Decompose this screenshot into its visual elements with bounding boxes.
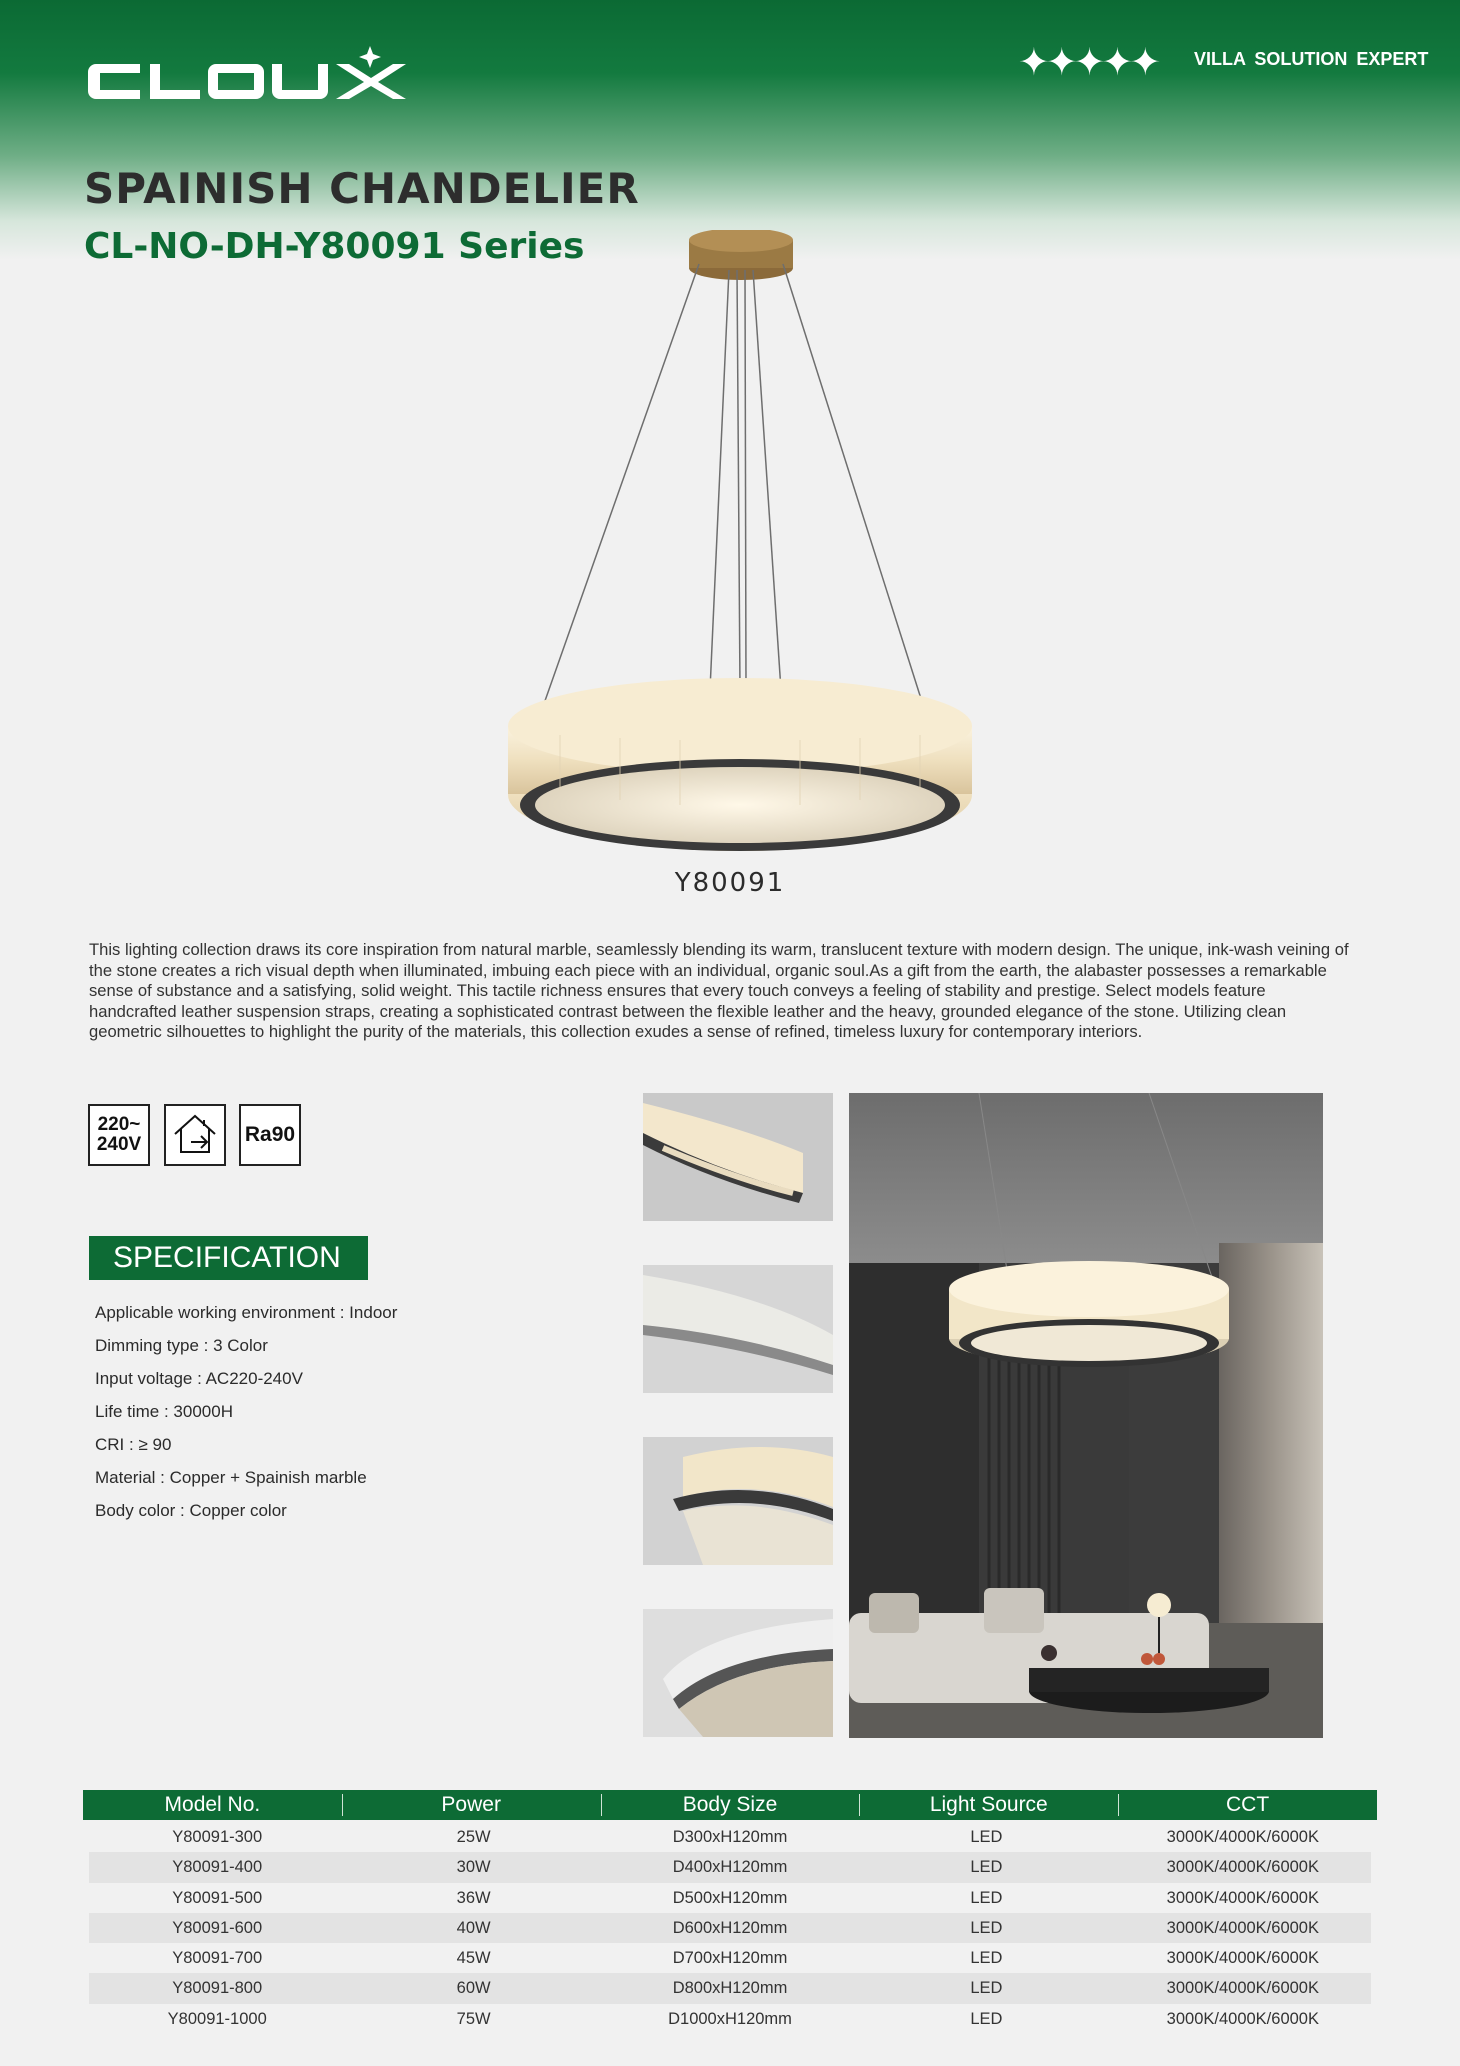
cell-power: 40W [456,1918,491,1937]
cell-cct: 3000K/4000K/6000K [1166,1949,1319,1968]
specification-heading: SPECIFICATION [89,1236,368,1280]
table-row [89,2004,1371,2034]
model-caption: Y80091 [674,868,786,898]
cell-power: 45W [456,1949,491,1968]
cell-power: 36W [456,1888,491,1907]
cell-source: LED [970,1828,1003,1846]
cell-power: 60W [456,1979,491,1998]
room-scene-image [849,1093,1323,1738]
cell-model: Y80091-500 [172,1888,263,1907]
cell-size: D300xH120mm [672,1828,788,1846]
tagline: VILLA SOLUTION EXPERT [1194,49,1429,69]
cell-source: LED [970,1858,1003,1877]
spec-voltage: Input voltage : AC220-240V [95,1369,303,1388]
table-row [89,1822,1371,1852]
cell-power: 30W [456,1858,491,1877]
spec-material: Material : Copper + Spainish marble [95,1468,367,1487]
table-row [89,1913,1371,1943]
spec-environment: Applicable working environment : Indoor [95,1303,398,1322]
cell-source: LED [970,1979,1003,1998]
cell-power: 75W [456,2009,491,2028]
indoor-house-icon [171,1112,219,1158]
product-title: SPAINISH CHANDELIER [84,164,640,213]
specification-list [95,1302,397,1533]
table-row [89,1973,1371,2003]
cell-model: Y80091-1000 [167,2009,267,2028]
cell-model: Y80091-700 [172,1949,263,1968]
cell-model: Y80091-300 [172,1828,263,1846]
header-band [0,0,1460,260]
cell-cct: 3000K/4000K/6000K [1166,2009,1319,2028]
cell-size: D500xH120mm [672,1888,788,1907]
cell-model: Y80091-400 [172,1858,263,1877]
header-model-no: Model No. [164,1793,261,1816]
cell-cct: 3000K/4000K/6000K [1166,1918,1319,1937]
spec-lifetime: Life time : 30000H [95,1402,233,1421]
cell-source: LED [970,1888,1003,1907]
header-light-source: Light Source [859,1790,1118,1820]
table-row [89,1883,1371,1913]
detail-thumbnail-1 [643,1093,833,1221]
spec-cri: CRI : ≥ 90 [95,1435,172,1454]
cell-size: D1000xH120mm [668,2009,792,2028]
detail-thumbnail-4 [643,1609,833,1737]
table-row [89,1852,1371,1882]
cell-size: D800xH120mm [672,1979,788,1998]
detail-thumbnail-2 [643,1265,833,1393]
cell-cct: 3000K/4000K/6000K [1166,1979,1319,1998]
voltage-line2: 240V [96,1134,142,1155]
spec-body-color: Body color : Copper color [95,1501,287,1520]
product-series: CL-NO-DH-Y80091 Series [84,226,585,267]
cell-source: LED [970,1949,1003,1968]
cell-model: Y80091-800 [172,1979,263,1998]
cell-source: LED [970,1918,1003,1937]
cell-power: 25W [456,1828,491,1846]
table-row [89,1943,1371,1973]
cell-source: LED [970,2009,1003,2028]
cell-size: D700xH120mm [672,1949,788,1968]
rating-stars: ✦✦✦✦✦ [1018,40,1158,84]
cri-badge: Ra90 [239,1104,301,1166]
chandelier-hero-image [500,230,980,855]
header-cct: CCT [1118,1790,1377,1820]
spec-table-header [83,1790,1377,1820]
cell-model: Y80091-600 [172,1918,263,1937]
cell-size: D600xH120mm [672,1918,788,1937]
cell-size: D400xH120mm [672,1858,788,1877]
indoor-badge [164,1104,226,1166]
header-body-size: Body Size [601,1790,860,1820]
cloux-logo [84,40,436,110]
spec-dimming: Dimming type : 3 Color [95,1336,268,1355]
header-power: Power [342,1790,601,1820]
cell-cct: 3000K/4000K/6000K [1166,1888,1319,1907]
voltage-line1: 220~ [97,1114,141,1135]
cell-cct: 3000K/4000K/6000K [1166,1828,1319,1846]
spec-table-body [89,1822,1371,2034]
product-description: This lighting collection draws its core inspiration from natural marble, seamlessly blending its warm, translucent texture with modern design. The unique, ink-wash veining of the stone creates a rich visual depth when illuminated, imbuing each piece with an individual, organic soul.As a gift from the earth, the alabaster possesses a remarkable sense of substance and a satisfying, solid weight. This tactile richness ensures that every touch conveys a feeling of stability and prestige. Select models feature handcrafted leather suspension straps, creating a sophisticated contrast between the flexible leather and the heavy, grounded elegance of the stone. Utilizing clean geometric silhouettes to highlight the purity of the materials, this collection exudes a sense of refined, timeless luxury for contemporary interiors. [89,940,1349,1042]
voltage-badge [88,1104,150,1166]
detail-thumbnail-3 [643,1437,833,1565]
cell-cct: 3000K/4000K/6000K [1166,1858,1319,1877]
